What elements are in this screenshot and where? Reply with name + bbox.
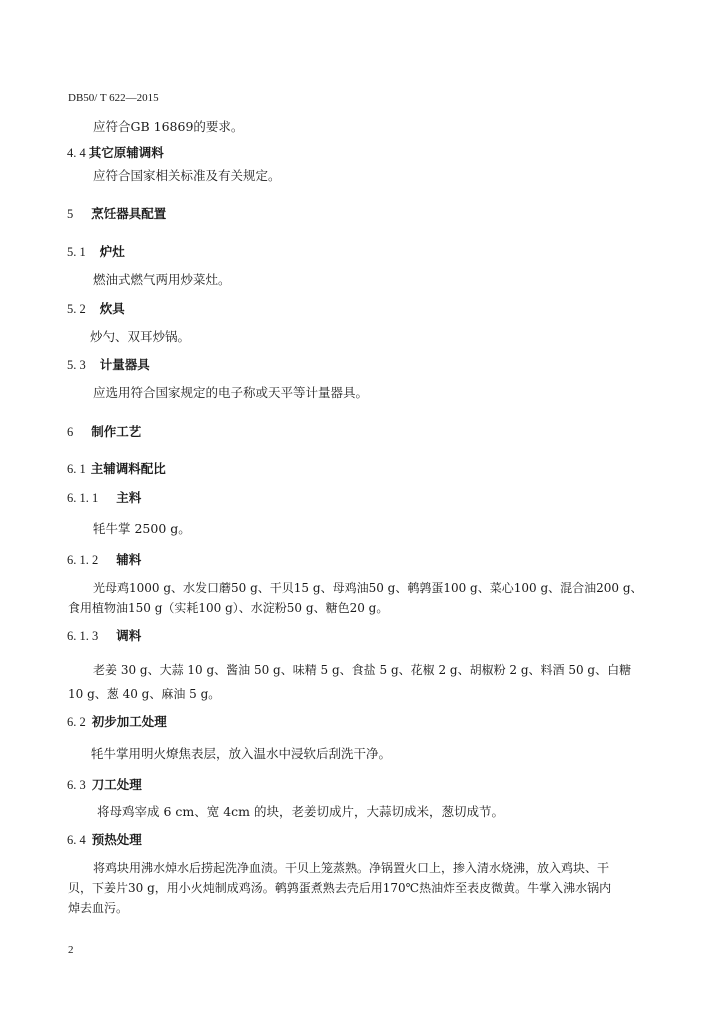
section-title: 制作工艺 [91, 424, 142, 439]
paragraph: 牦牛掌用明火燎焦表层，放入温水中浸软后刮洗干净。 [91, 746, 392, 761]
section-heading-6-1-2 [67, 552, 141, 568]
section-title: 主料 [116, 490, 142, 505]
paragraph: 焯去血污。 [68, 901, 129, 915]
section-number: 6 [67, 425, 74, 439]
section-heading-6-1-3 [67, 628, 141, 644]
paragraph: 应符合GB 16869的要求。 [93, 119, 244, 134]
section-number: 5. 3 [67, 358, 86, 372]
section-number: 6. 4 [67, 833, 86, 847]
section-heading-6 [67, 424, 141, 440]
section-number: 6. 1. 3 [67, 629, 99, 643]
paragraph: 燃油式燃气两用炒菜灶。 [93, 272, 231, 287]
section-number: 5. 2 [67, 302, 86, 316]
section-heading-6-4 [67, 832, 142, 848]
section-title: 计量器具 [99, 357, 150, 372]
section-number: 6. 2 [67, 715, 86, 729]
section-title: 炊具 [99, 301, 125, 316]
section-heading-5-3 [67, 357, 150, 373]
paragraph: 老姜 30 g、大蒜 10 g、酱油 50 g、味精 5 g、食盐 5 g、花椒 2 g、胡椒粉 2 g、料酒 50 g、白糖 [93, 663, 632, 677]
section-title: 预热处理 [91, 832, 142, 847]
paragraph: 贝，下姜片30 g，用小火炖制成鸡汤。鹌鹑蛋煮熟去壳后用170℃热油炸至表皮微黄。牛掌入沸水锅内 [68, 881, 612, 895]
paragraph: 应符合国家相关标准及有关规定。 [93, 168, 281, 183]
section-heading-6-1-1 [67, 490, 141, 506]
paragraph: 应选用符合国家规定的电子称或天平等计量器具。 [93, 385, 369, 400]
section-number: 5 [67, 207, 74, 221]
section-title: 炉灶 [99, 244, 125, 259]
section-number: 6. 3 [67, 778, 86, 792]
section-heading-4-4 [67, 145, 164, 161]
section-number: 5. 1 [67, 245, 86, 259]
section-heading-6-1 [67, 461, 166, 477]
section-heading-5-2 [67, 301, 125, 317]
paragraph: 将鸡块用沸水焯水后捞起洗净血渍。干贝上笼蒸熟。净锅置火口上，掺入清水烧沸，放入鸡块、干 [93, 861, 610, 875]
paragraph: 炒勺、双耳炒锅。 [90, 329, 191, 344]
section-number: 4. 4 [67, 146, 86, 160]
paragraph: 将母鸡宰成 6 cm、宽 4cm 的块，老姜切成片，大蒜切成米，葱切成节。 [97, 804, 505, 819]
page-number: 2 [68, 944, 74, 956]
section-heading-5 [67, 206, 166, 222]
paragraph: 10 g、葱 40 g、麻油 5 g。 [68, 687, 221, 701]
section-title: 其它原辅调料 [88, 145, 164, 160]
section-number: 6. 1. 1 [67, 491, 99, 505]
section-title: 辅料 [116, 552, 142, 567]
section-title: 主辅调料配比 [90, 461, 166, 476]
section-title: 调料 [116, 628, 142, 643]
paragraph: 牦牛掌 2500 g。 [93, 521, 191, 536]
section-heading-5-1 [67, 244, 125, 260]
section-number: 6. 1. 2 [67, 553, 99, 567]
paragraph: 光母鸡1000 g、水发口蘑50 g、干贝15 g、母鸡油50 g、鹌鹑蛋100 g、菜心100 g、混合油200 g、 [93, 581, 643, 595]
section-heading-6-3 [67, 777, 142, 793]
paragraph: 食用植物油150 g（实耗100 g）、水淀粉50 g、糖色20 g。 [68, 601, 389, 615]
section-title: 刀工处理 [91, 777, 142, 792]
document-code: DB50/ T 622—2015 [68, 92, 159, 104]
section-heading-6-2 [67, 714, 167, 730]
section-number: 6. 1 [67, 462, 86, 476]
section-title: 初步加工处理 [91, 714, 167, 729]
section-title: 烹饪器具配置 [91, 206, 167, 221]
